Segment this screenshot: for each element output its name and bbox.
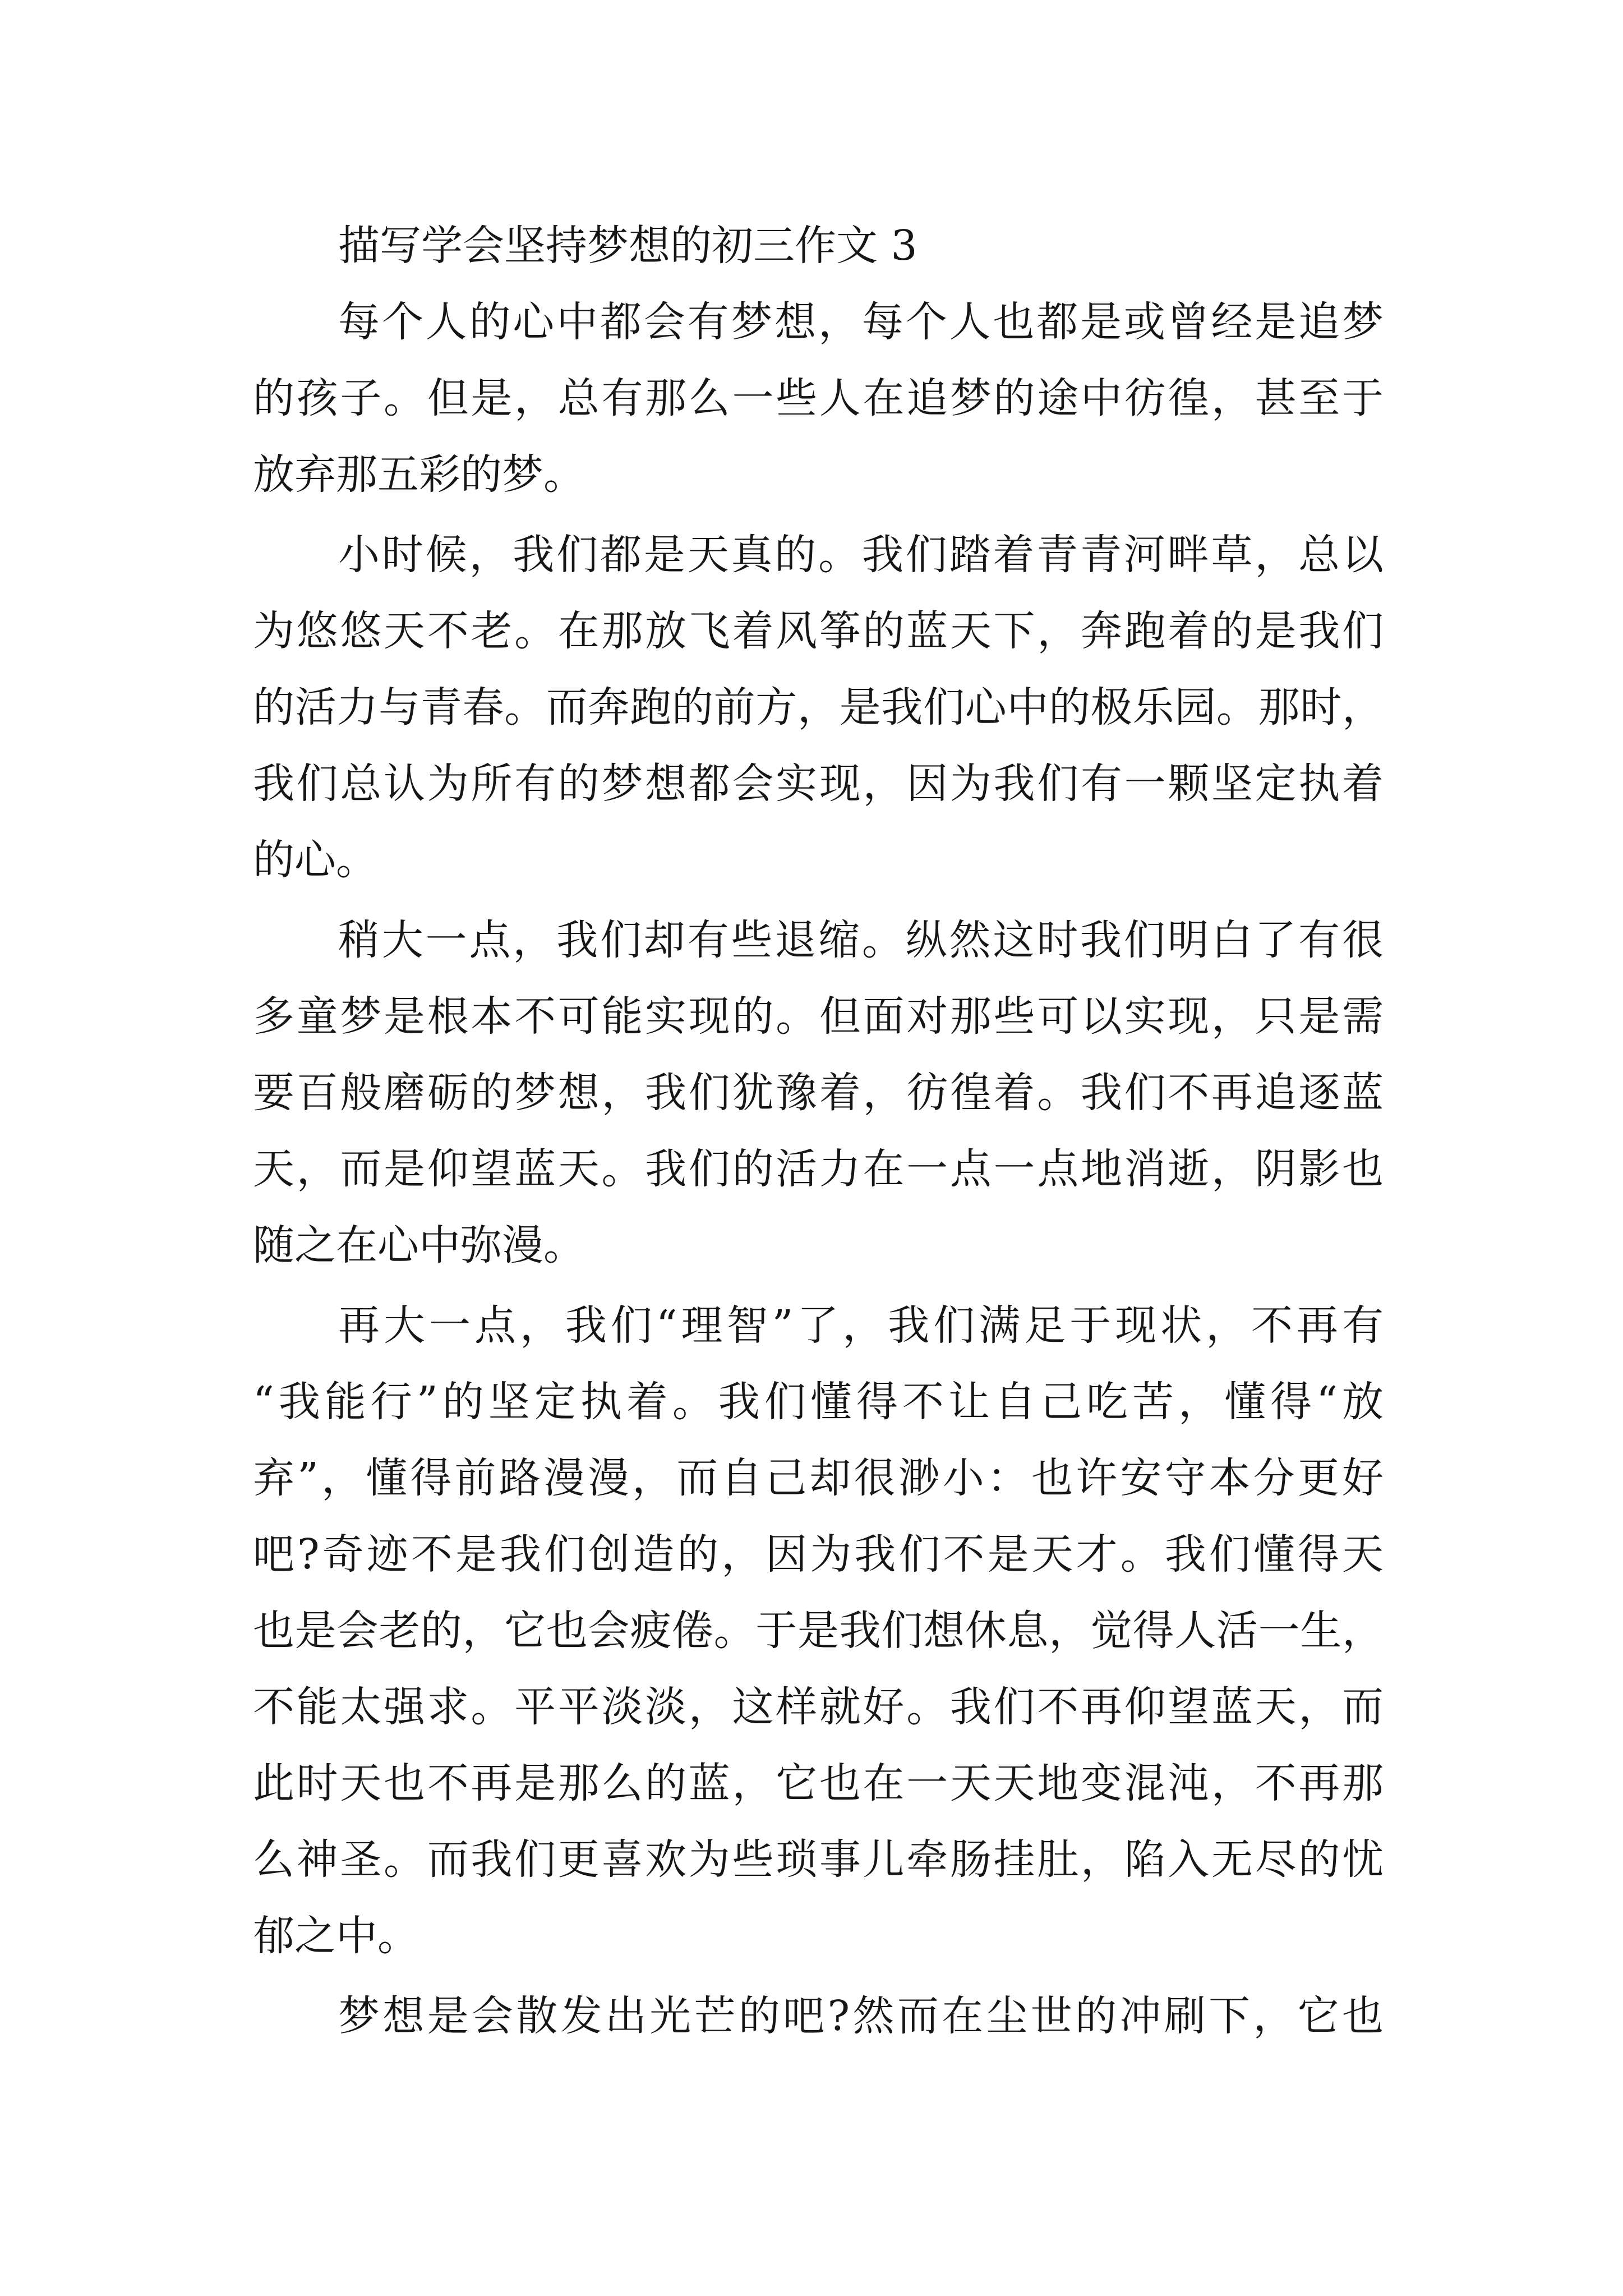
paragraph-line: “我能行”的坚定执着。我们懂得不让自己吃苦，懂得“放	[253, 1378, 1384, 1426]
paragraph-4	[253, 1287, 1384, 1974]
paragraph-line: 为悠悠天不老。在那放飞着风筝的蓝天下，奔跑着的是我们	[253, 607, 1384, 655]
paragraph-line: 弃”，懂得前路漫漫，而自己却很渺小：也许安守本分更好	[253, 1454, 1384, 1502]
paragraph-2	[253, 517, 1384, 898]
paragraph-line: 多童梦是根本不可能实现的。但面对那些可以实现，只是需	[253, 992, 1384, 1041]
paragraph-line: 要百般磨砺的梦想，我们犹豫着，彷徨着。我们不再追逐蓝	[253, 1069, 1384, 1117]
essay-title: 描写学会坚持梦想的初三作文 3	[338, 222, 917, 270]
paragraph-5	[253, 1978, 1384, 2054]
paragraph-line: 郁之中。	[253, 1912, 419, 1960]
document-body	[253, 208, 1384, 2054]
paragraph-line: 梦想是会散发出光芒的吧?然而在尘世的冲刷下，它也	[338, 1992, 1384, 2040]
paragraph-3	[253, 902, 1384, 1283]
paragraph-line: 的心。	[253, 836, 377, 884]
paragraph-line: 随之在心中弥漫。	[253, 1221, 585, 1269]
paragraph-line: 稍大一点，我们却有些退缩。纵然这时我们明白了有很	[338, 916, 1384, 964]
paragraph-line: 每个人的心中都会有梦想，每个人也都是或曾经是追梦	[338, 298, 1384, 346]
paragraph-line: 的活力与青春。而奔跑的前方，是我们心中的极乐园。那时，	[253, 683, 1384, 731]
paragraph-line: 放弃那五彩的梦。	[253, 450, 585, 499]
paragraph-line: 再大一点，我们“理智”了，我们满足于现状，不再有	[338, 1301, 1384, 1350]
paragraph-line: 小时候，我们都是天真的。我们踏着青青河畔草，总以	[338, 531, 1384, 579]
paragraph-line: 天，而是仰望蓝天。我们的活力在一点一点地消逝，阴影也	[253, 1145, 1384, 1193]
paragraph-line: 也是会老的，它也会疲倦。于是我们想休息，觉得人活一生，	[253, 1607, 1384, 1655]
paragraph-line: 的孩子。但是，总有那么一些人在追梦的途中彷徨，甚至于	[253, 374, 1384, 422]
paragraph-line: 不能太强求。平平淡淡，这样就好。我们不再仰望蓝天，而	[253, 1683, 1384, 1731]
paragraph-line: 吧?奇迹不是我们创造的，因为我们不是天才。我们懂得天	[253, 1530, 1384, 1579]
paragraph-1	[253, 284, 1384, 513]
paragraph-line: 么神圣。而我们更喜欢为些琐事儿牵肠挂肚，陷入无尽的忧	[253, 1835, 1384, 1884]
paragraph-line: 我们总认为所有的梦想都会实现，因为我们有一颗坚定执着	[253, 760, 1384, 808]
paragraph-line: 此时天也不再是那么的蓝，它也在一天天地变混沌，不再那	[253, 1759, 1384, 1807]
